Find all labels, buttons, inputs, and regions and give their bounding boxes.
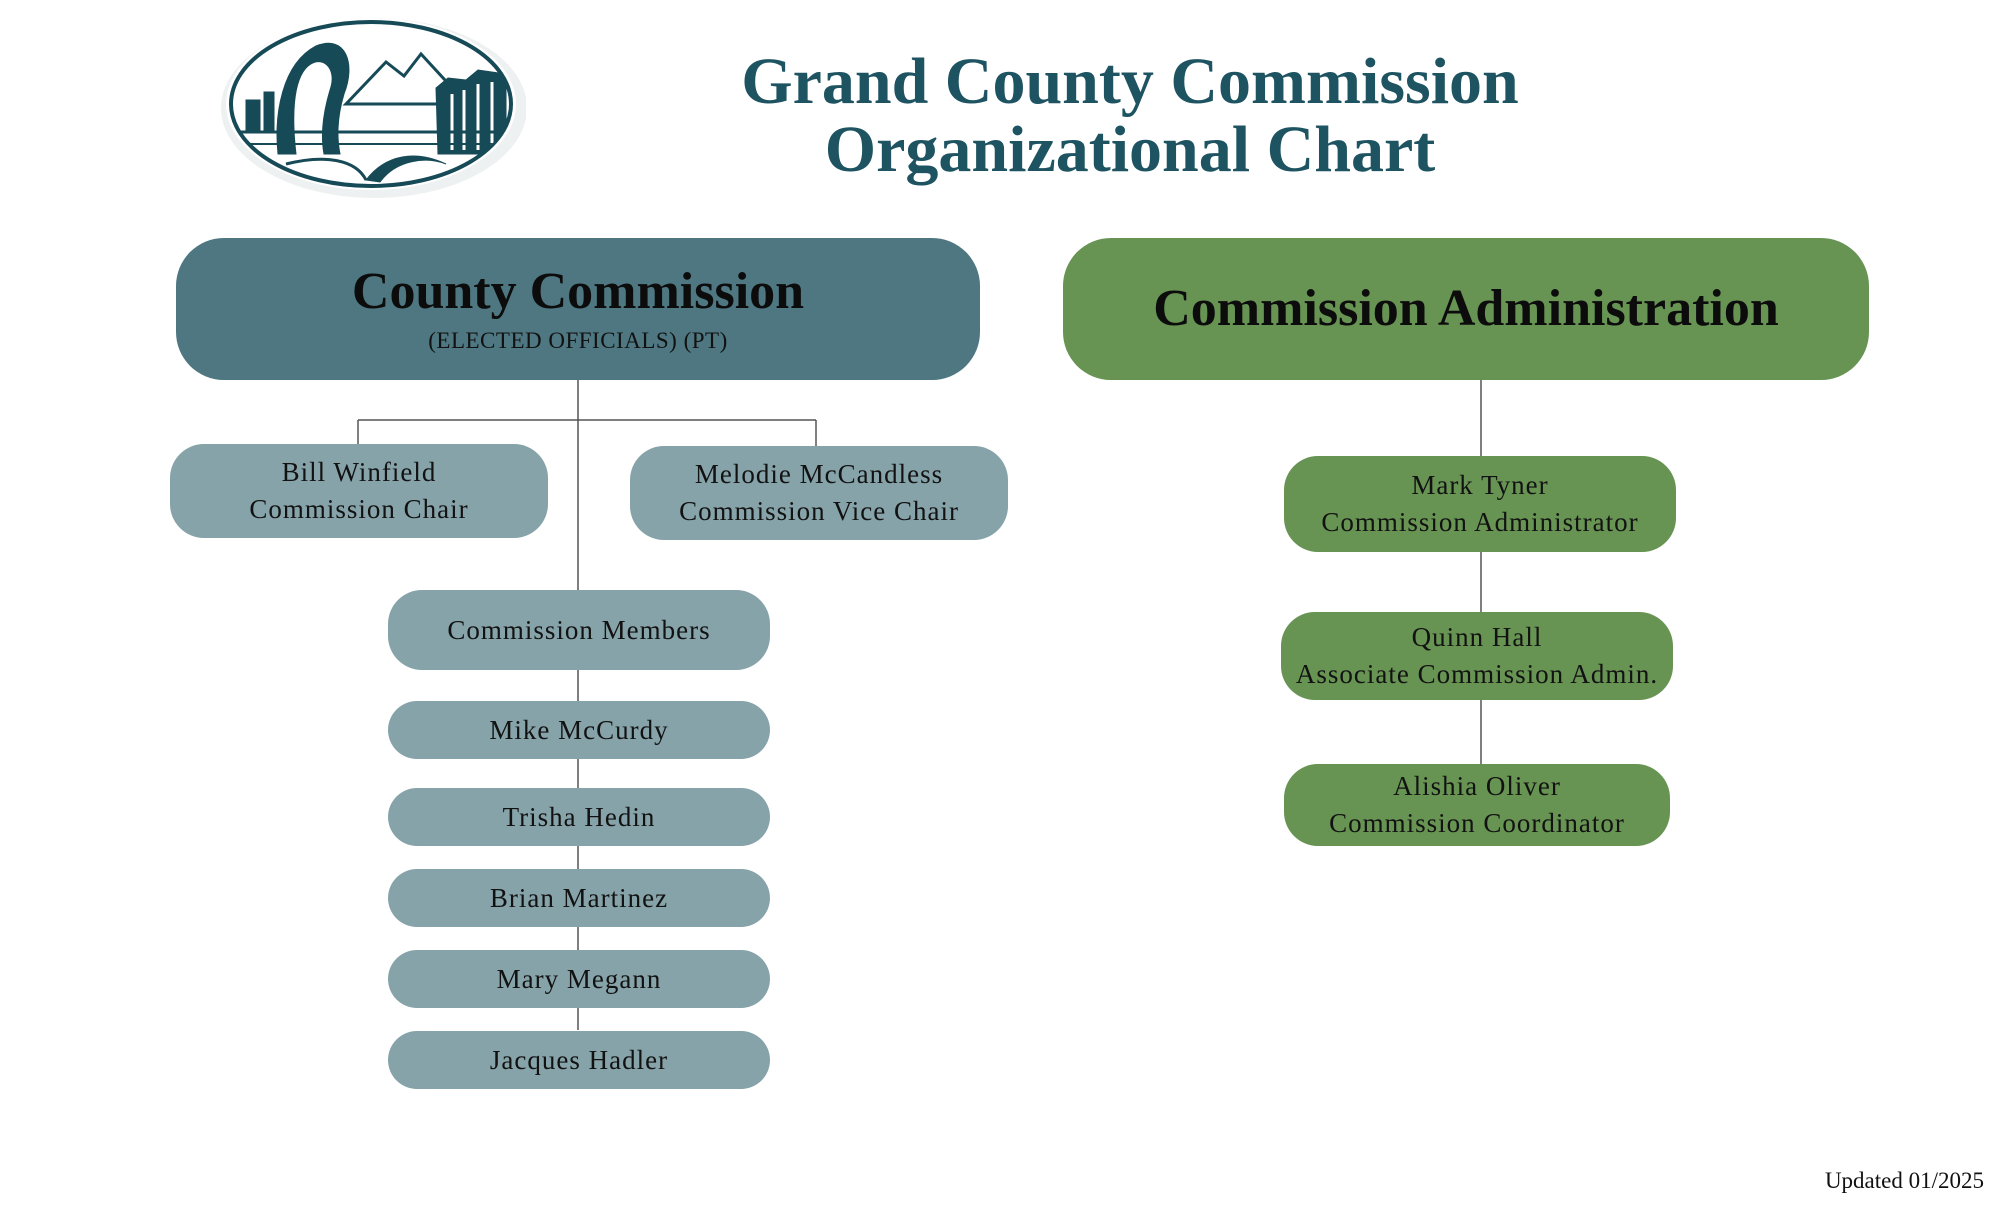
commission-member-name: Jacques Hadler (489, 1044, 669, 1075)
administration-staff-box (1281, 612, 1673, 700)
administration-staff-name: Alishia Oliver (1393, 771, 1561, 801)
administration-staff-role: Commission Administrator (1321, 507, 1639, 537)
commission-member-box (388, 869, 770, 927)
updated-date: Updated 01/2025 (1824, 1168, 1984, 1193)
county-logo (216, 4, 526, 198)
commission-member-box (388, 788, 770, 846)
commission-members-label: Commission Members (447, 614, 711, 645)
commission-member-name: Brian Martinez (489, 882, 669, 913)
commission-vice-chair-box (630, 446, 1008, 540)
commission-administration-title: Commission Administration (1153, 280, 1779, 337)
county-commission-header (176, 238, 980, 380)
commission-member-box (388, 1031, 770, 1089)
commission-chair-role: Commission Chair (249, 494, 469, 524)
commission-chair-name: Bill Winfield (281, 457, 437, 487)
commission-chair-box (170, 444, 548, 538)
page-title (640, 45, 1620, 186)
county-commission-subtitle: (ELECTED OFFICIALS) (PT) (428, 328, 728, 353)
administration-staff-box (1284, 764, 1670, 846)
administration-staff-box (1284, 456, 1676, 552)
page-title-line-1: Grand County Commission (741, 45, 1519, 118)
commission-member-box (388, 701, 770, 759)
commission-member-box (388, 950, 770, 1008)
commission-member-name: Mary Megann (496, 963, 662, 994)
commission-member-name: Trisha Hedin (502, 801, 656, 832)
commission-member-name: Mike McCurdy (489, 714, 669, 745)
commission-administration-header (1063, 238, 1869, 380)
commission-vice-chair-role: Commission Vice Chair (679, 496, 959, 526)
commission-members-box (388, 590, 770, 670)
administration-staff-role: Associate Commission Admin. (1295, 659, 1659, 689)
administration-staff-name: Quinn Hall (1411, 622, 1543, 652)
county-commission-title: County Commission (351, 263, 805, 320)
administration-staff-name: Mark Tyner (1411, 470, 1549, 500)
grand-county-seal-icon (216, 4, 526, 198)
page-title-line-2: Organizational Chart (824, 113, 1436, 186)
commission-vice-chair-name: Melodie McCandless (694, 459, 944, 489)
administration-staff-role: Commission Coordinator (1329, 808, 1625, 838)
